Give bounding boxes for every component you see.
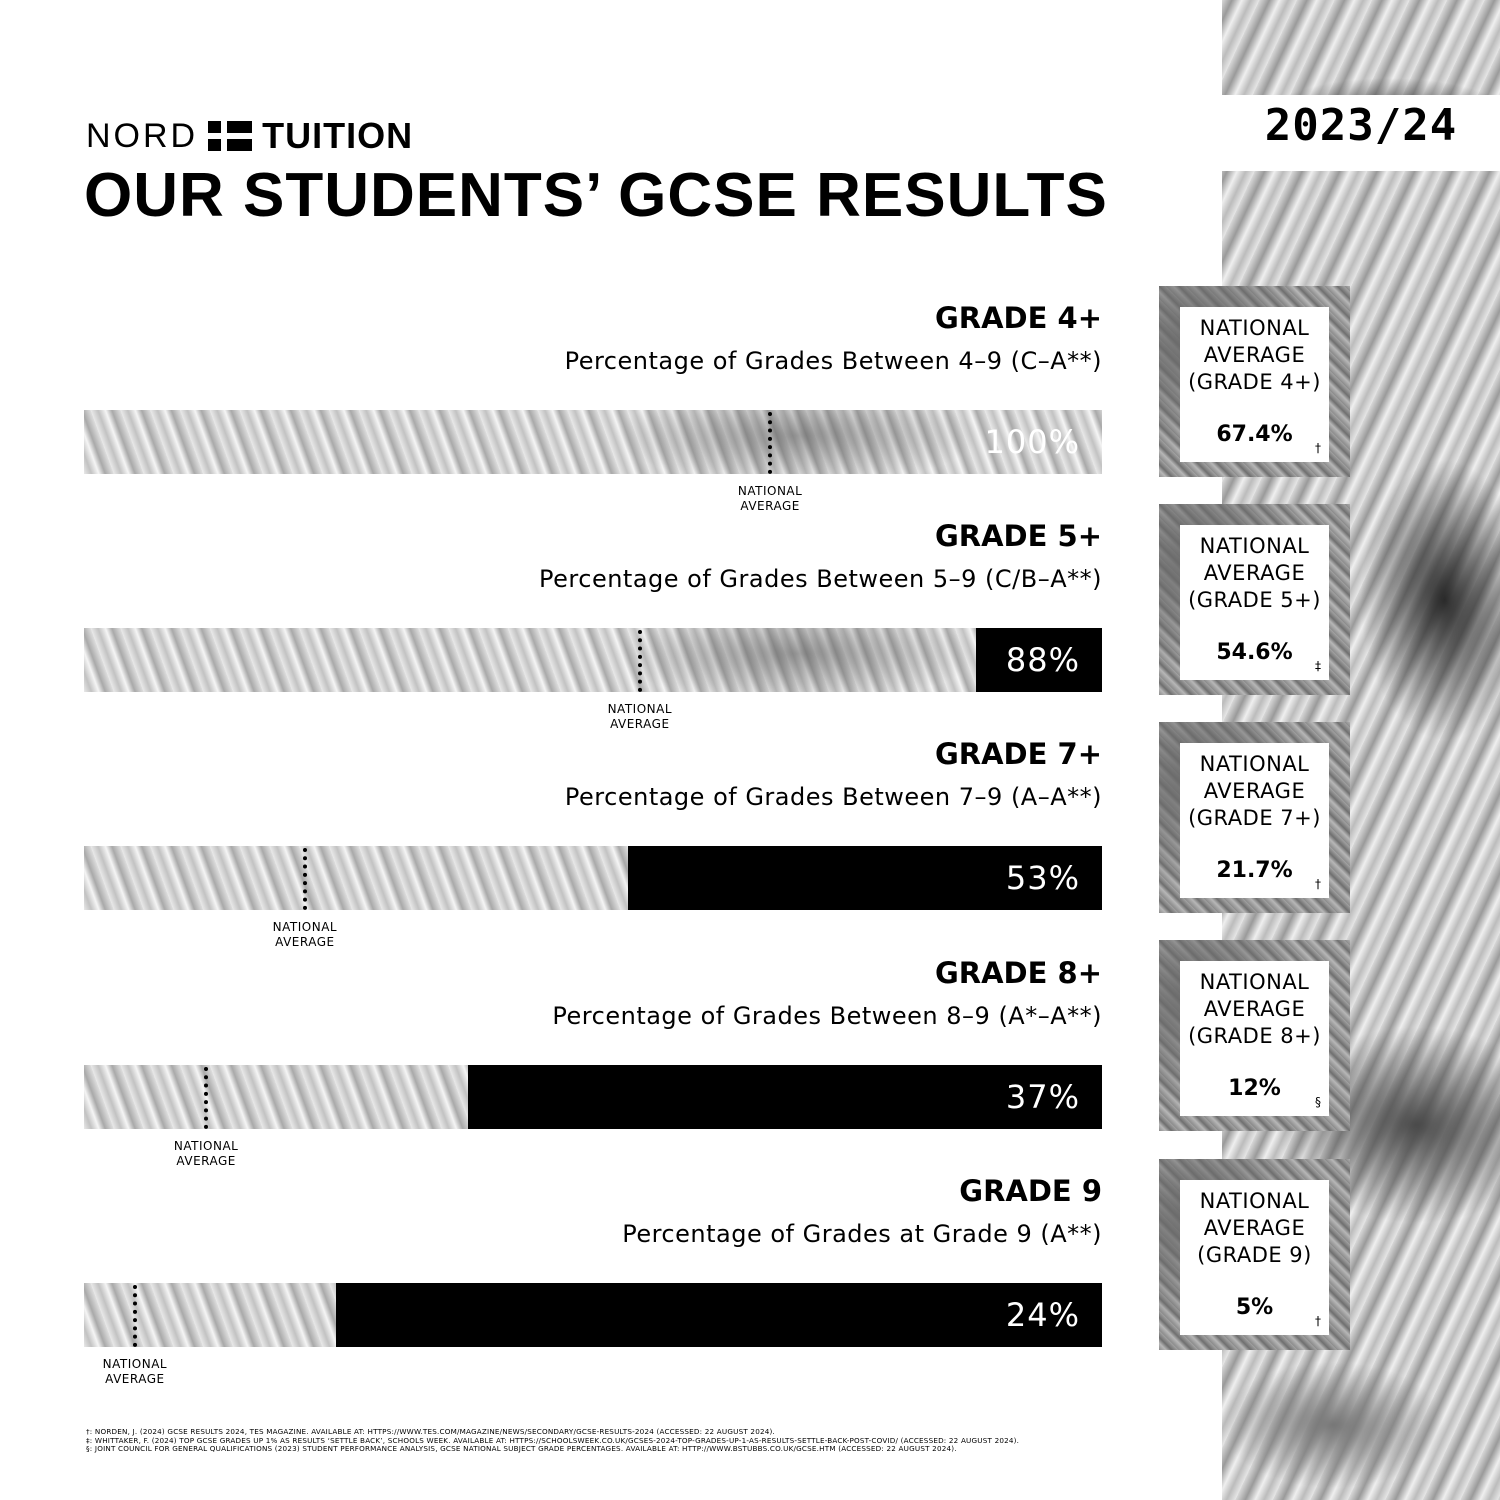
national-average-card [1159,722,1350,913]
card-title-line: NATIONAL [1199,316,1310,340]
national-average-card-title [1180,969,1329,1050]
national-average-card-title [1180,315,1329,396]
national-average-marker-label [580,702,700,732]
grade-subtitle: Percentage of Grades Between 7–9 (A–A**) [564,783,1102,811]
national-average-card [1159,940,1350,1131]
national-average-value: 21.7% [1216,858,1293,883]
marker-label-line: NATIONAL [173,1139,239,1153]
card-title-line: AVERAGE [1203,779,1306,803]
card-title-line: NATIONAL [1199,970,1310,994]
grade-subtitle: Percentage of Grades at Grade 9 (A**) [622,1220,1102,1248]
source-symbol: § [1315,1095,1321,1109]
national-average-marker-label [710,484,830,514]
national-average-card-inner [1180,525,1329,680]
bar-track [84,628,1102,692]
marker-label-line: NATIONAL [272,920,338,934]
card-title-line: AVERAGE [1203,1216,1306,1240]
footnote: §: JOINT COUNCIL FOR GENERAL QUALIFICATIONS (2023) STUDENT PERFORMANCE ANALYSIS, GCSE NATIONAL SUBJECT GRADE PERCENTAGES. AVAILABLE AT: HTTP://WWW.BSTUBBS.CO.UK/GCSE.HTM (ACCESSED: 22 AUGUST 2024). [86,1444,957,1454]
national-average-card-title [1180,533,1329,614]
bar-track [84,846,1102,910]
bar-value-label: 24% [1005,1296,1080,1334]
national-average-card-inner [1180,961,1329,1116]
marker-label-line: NATIONAL [737,484,803,498]
national-average-value: 67.4% [1216,422,1293,447]
bar-track [84,1283,1102,1347]
national-average-marker [204,1067,208,1129]
national-average-marker-label [75,1357,195,1387]
page-title: OUR STUDENTS’ GCSE RESULTS [84,161,1108,230]
grade-title: GRADE 5+ [934,519,1102,553]
national-average-value: 12% [1228,1076,1281,1101]
bar-value-label: 100% [984,423,1080,461]
source-symbol: † [1315,441,1321,455]
national-average-marker-label [245,920,365,950]
grade-subtitle: Percentage of Grades Between 8–9 (A*–A**) [552,1002,1102,1030]
footnotes [86,1428,1206,1454]
national-average-value: 5% [1235,1295,1274,1320]
footnote: ‡: WHITTAKER, F. (2024) TOP GCSE GRADES UP 1% AS RESULTS ‘SETTLE BACK’, SCHOOLS WEEK. AVAILABLE AT: HTTPS://SCHOOLSWEEK.CO.UK/GCSES-2024-TOP-GRADES-UP-1-AS-RESULTS-SETTLE-BACK-POST-COVID/ (ACCESSED: 22 AUGUST 2024). [86,1435,1020,1445]
national-average-marker [638,630,642,692]
source-symbol: † [1315,877,1321,891]
grade-subtitle: Percentage of Grades Between 5–9 (C/B–A**) [539,565,1102,593]
national-average-marker [303,848,307,910]
card-title-line: (GRADE 5+) [1188,588,1321,612]
brand-logo [86,114,413,158]
national-average-card-inner [1180,1180,1329,1335]
national-average-marker [768,412,772,474]
bar-value-label: 37% [1005,1078,1080,1116]
national-average-card [1159,504,1350,695]
marker-label-line: NATIONAL [607,702,673,716]
brand-name-right: TUITION [262,115,414,156]
national-average-card [1159,286,1350,477]
card-title-line: AVERAGE [1203,997,1306,1021]
marker-label-line: AVERAGE [105,1372,165,1386]
marker-label-line: AVERAGE [275,935,335,949]
nordic-flag-icon [208,121,252,151]
national-average-value: 54.6% [1216,640,1293,665]
grade-subtitle: Percentage of Grades Between 4–9 (C–A**) [564,347,1102,375]
card-title-line: (GRADE 7+) [1188,806,1321,830]
card-title-line: AVERAGE [1203,343,1306,367]
bar-value-label: 53% [1005,859,1080,897]
bar-track [84,410,1102,474]
card-title-line: (GRADE 9) [1197,1243,1312,1267]
grade-title: GRADE 9 [959,1174,1102,1208]
source-symbol: † [1315,1314,1321,1328]
grade-title: GRADE 4+ [934,301,1102,335]
national-average-card-title [1180,1188,1329,1269]
grade-title: GRADE 8+ [934,956,1102,990]
marker-label-line: NATIONAL [102,1357,168,1371]
card-title-line: (GRADE 8+) [1188,1024,1321,1048]
grade-title: GRADE 7+ [934,737,1102,771]
source-symbol: ‡ [1315,659,1321,673]
bar-fill [336,1283,1102,1347]
year-label: 2023/24 [1264,100,1458,151]
marker-label-line: AVERAGE [176,1154,236,1168]
marker-label-line: AVERAGE [610,717,670,731]
national-average-marker-label [146,1139,266,1169]
bar-value-label: 88% [1005,641,1080,679]
brand-name-left: NORD [86,116,199,155]
national-average-marker [133,1285,137,1347]
card-title-line: NATIONAL [1199,752,1310,776]
card-title-line: AVERAGE [1203,561,1306,585]
marker-label-line: AVERAGE [740,499,800,513]
national-average-card-inner [1180,307,1329,462]
national-average-card-inner [1180,743,1329,898]
card-title-line: (GRADE 4+) [1188,370,1321,394]
national-average-card [1159,1159,1350,1350]
national-average-card-title [1180,751,1329,832]
footnote: †: NORDEN, J. (2024) GCSE RESULTS 2024, TES MAGAZINE. AVAILABLE AT: HTTPS://WWW.TES.COM/MAGAZINE/NEWS/SECONDARY/GCSE-RESULTS-2024 (ACCESSED: 22 AUGUST 2024). [86,1427,776,1436]
card-title-line: NATIONAL [1199,534,1310,558]
bar-track [84,1065,1102,1129]
card-title-line: NATIONAL [1199,1189,1310,1213]
